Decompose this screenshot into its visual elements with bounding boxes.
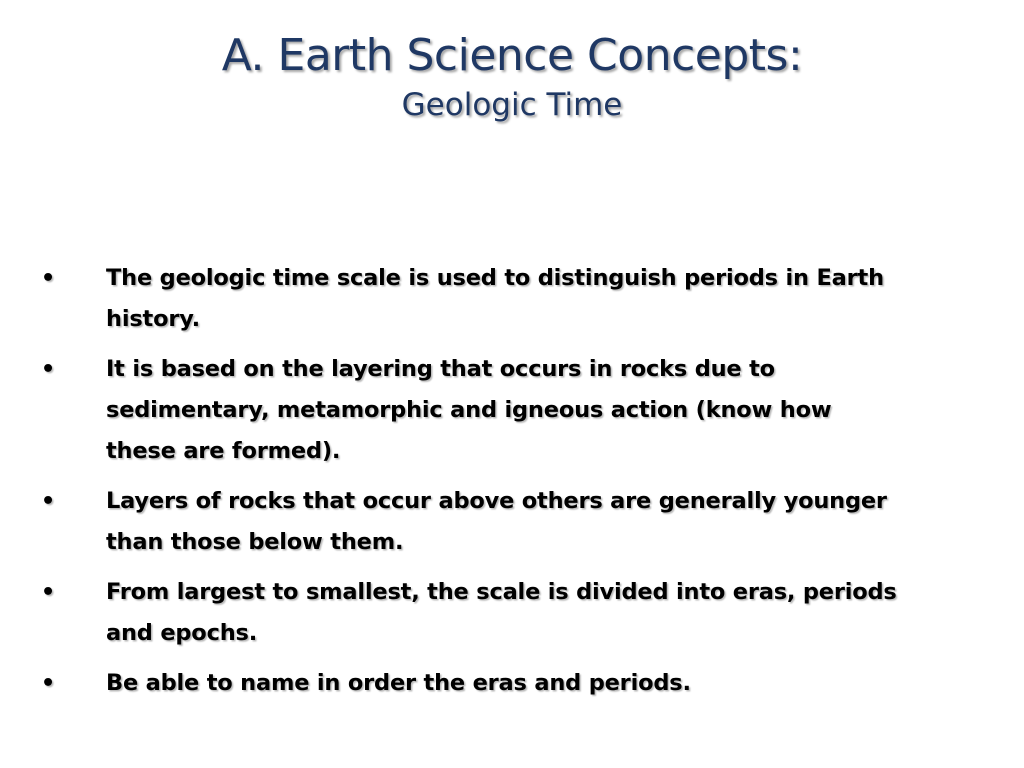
bullet-list xyxy=(38,258,898,713)
bullet-text: It is based on the layering that occurs in rocks due to sedimentary, metamorphic and igneous action (know how these are formed). xyxy=(106,356,832,464)
bullet-point-icon: • xyxy=(40,670,56,696)
bullet-point-icon: • xyxy=(40,488,56,514)
bullet-item xyxy=(38,663,898,704)
bullet-item xyxy=(38,572,898,654)
bullet-point-icon: • xyxy=(40,265,56,291)
bullet-text: Be able to name in order the eras and periods. xyxy=(106,670,691,696)
bullet-text: From largest to smallest, the scale is divided into eras, periods and epochs. xyxy=(106,579,897,646)
bullet-item xyxy=(38,349,898,472)
bullet-text: The geologic time scale is used to distinguish periods in Earth history. xyxy=(106,265,884,332)
slide-title: A. Earth Science Concepts: xyxy=(221,30,803,81)
bullet-item xyxy=(38,481,898,563)
bullet-item xyxy=(38,258,898,340)
slide-subtitle: Geologic Time xyxy=(401,87,623,123)
bullet-point-icon: • xyxy=(40,579,56,605)
bullet-point-icon: • xyxy=(40,356,56,382)
bullet-text: Layers of rocks that occur above others are generally younger than those below them. xyxy=(106,488,887,555)
title-block xyxy=(0,28,1024,126)
